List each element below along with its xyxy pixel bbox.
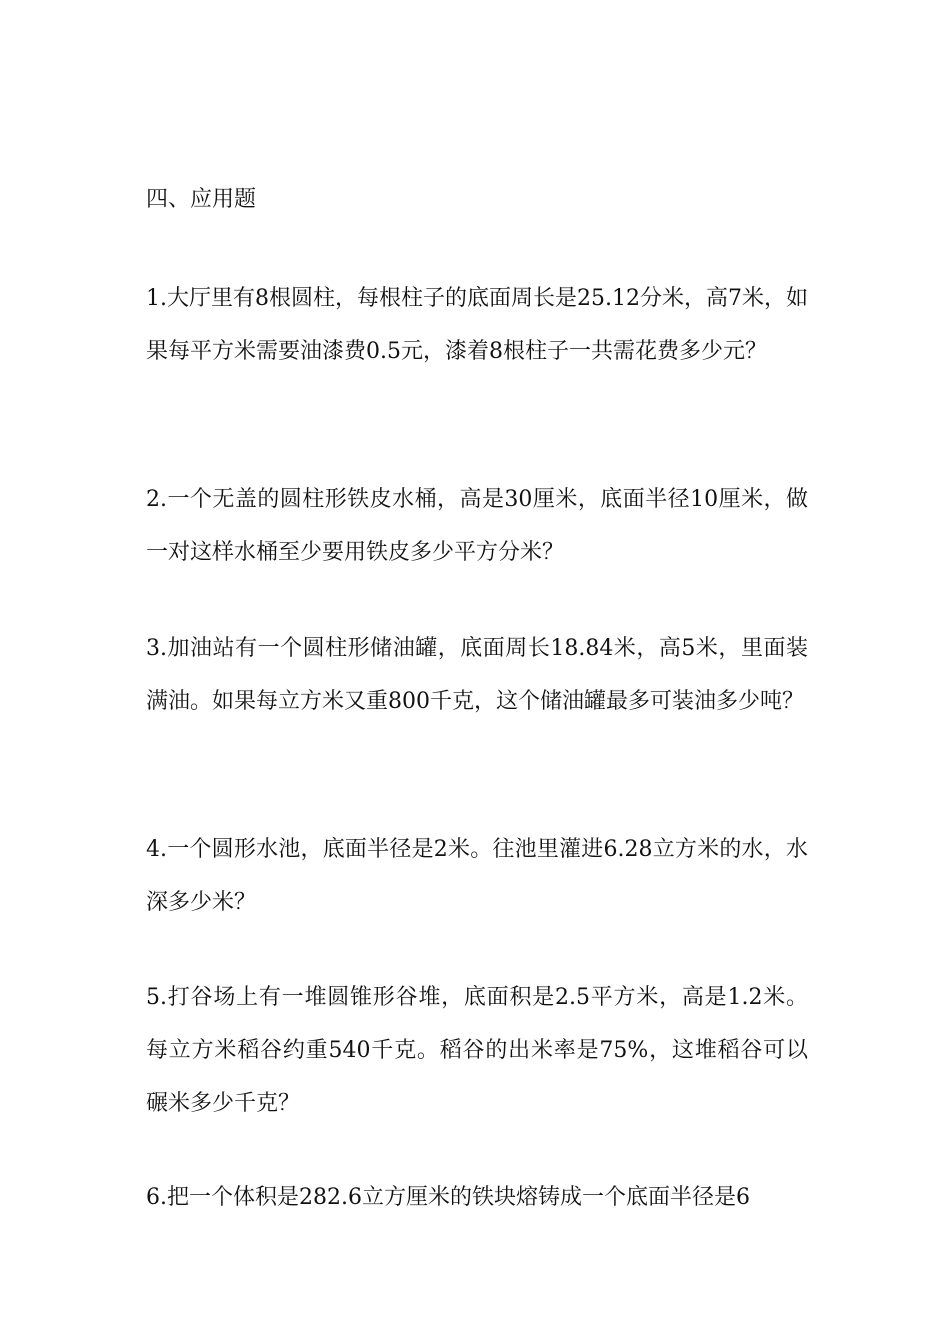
problem-1: 1.大厅里有8根圆柱，每根柱子的底面周长是25.12分米，高7米，如果每平方米需要油漆费0.5元，漆着8根柱子一共需花费多少元？ [146, 286, 808, 364]
problem-2: 2.一个无盖的圆柱形铁皮水桶，高是30厘米，底面半径10厘米，做一对这样水桶至少要用铁皮多少平方分米？ [146, 487, 808, 565]
problem-6: 6.把一个体积是282.6立方厘米的铁块熔铸成一个底面半径是6 [146, 1185, 750, 1210]
section-title: 四、应用题 [146, 187, 257, 212]
problem-5: 5.打谷场上有一堆圆锥形谷堆，底面积是2.5平方米，高是1.2米。每立方米稻谷约重540千克。稻谷的出米率是75%，这堆稻谷可以碾米多少千克？ [146, 985, 808, 1116]
problem-3: 3.加油站有一个圆柱形储油罐，底面周长18.84米，高5米，里面装满油。如果每立方米又重800千克，这个储油罐最多可装油多少吨？ [146, 636, 808, 714]
problem-4: 4.一个圆形水池，底面半径是2米。往池里灌进6.28立方米的水，水深多少米？ [146, 837, 808, 915]
